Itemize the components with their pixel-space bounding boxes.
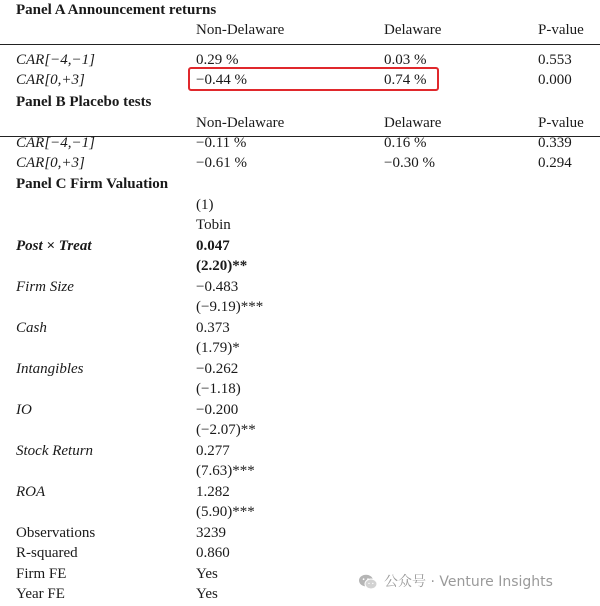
panel-b-header-non-delaware: Non-Delaware (196, 115, 285, 131)
var-tstat: (−1.18) (196, 381, 241, 397)
cell-delaware: 0.74 % (384, 72, 427, 88)
wechat-icon (358, 573, 378, 591)
panel-b-header-p-value: P-value (538, 115, 584, 131)
panel-c-title: Panel C Firm Valuation (16, 176, 169, 192)
var-coef: 0.277 (196, 443, 230, 459)
table-row (0, 502, 600, 522)
var-coef: 1.282 (196, 484, 230, 500)
table-row (0, 523, 600, 543)
var-label: IO (16, 402, 32, 418)
panel-a-header-delaware: Delaware (384, 22, 442, 38)
var-tstat: (−9.19)*** (196, 299, 264, 315)
cell-non-delaware: −0.11 % (196, 135, 247, 151)
panel-c-title-row (0, 174, 600, 194)
var-tstat: (−2.07)** (196, 422, 256, 438)
panel-a-rule (0, 44, 600, 45)
var-label: ROA (16, 484, 46, 500)
cell-p-value: 0.294 (538, 155, 572, 171)
panel-c-col-name-row (0, 215, 600, 235)
var-tstat: (7.63)*** (196, 463, 255, 479)
cell-non-delaware: −0.61 % (196, 155, 247, 171)
panel-c-col-name: Tobin (196, 217, 231, 233)
table-row (0, 338, 600, 358)
row-label: CAR[−4,−1] (16, 52, 95, 68)
table-row (0, 297, 600, 317)
var-label: Cash (16, 320, 47, 336)
var-label: Stock Return (16, 443, 94, 459)
stat-value: 0.860 (196, 545, 230, 561)
table-row (0, 420, 600, 440)
table-row (0, 236, 600, 256)
cell-non-delaware: −0.44 % (196, 72, 247, 88)
stat-value: 3239 (196, 525, 226, 541)
table-row (0, 543, 600, 563)
var-tstat: (2.20)** (196, 258, 248, 274)
panel-a-header-p-value: P-value (538, 22, 584, 38)
var-coef: −0.200 (196, 402, 239, 418)
table-row (0, 277, 600, 297)
row-label: CAR[0,+3] (16, 72, 85, 88)
cell-non-delaware: 0.29 % (196, 52, 239, 68)
var-coef: 0.047 (196, 238, 230, 254)
cell-p-value: 0.339 (538, 135, 572, 151)
stat-label: Year FE (16, 586, 65, 602)
highlight-box (188, 67, 439, 91)
table-row (0, 153, 600, 173)
table-row (0, 359, 600, 379)
var-label: Post × Treat (16, 238, 92, 254)
var-coef: −0.483 (196, 279, 239, 295)
panel-b-header-delaware: Delaware (384, 115, 442, 131)
watermark-text: 公众号 · Venture Insights (384, 574, 553, 590)
var-coef: 0.373 (196, 320, 230, 336)
cell-delaware: −0.30 % (384, 155, 435, 171)
var-coef: −0.262 (196, 361, 239, 377)
cell-p-value: 0.000 (538, 72, 572, 88)
stat-label: R-squared (16, 545, 78, 561)
panel-a-title-row (0, 0, 600, 20)
table-row (0, 379, 600, 399)
table-row (0, 256, 600, 276)
table-row (0, 400, 600, 420)
stat-value: Yes (196, 586, 218, 602)
cell-delaware: 0.16 % (384, 135, 427, 151)
panel-a-title: Panel A Announcement returns (16, 2, 217, 18)
row-label: CAR[0,+3] (16, 155, 85, 171)
cell-delaware: 0.03 % (384, 52, 427, 68)
stat-label: Firm FE (16, 566, 67, 582)
table-row (0, 318, 600, 338)
panel-b-header-row (0, 113, 600, 133)
table-row (0, 441, 600, 461)
panel-b-title: Panel B Placebo tests (16, 94, 152, 110)
var-tstat: (5.90)*** (196, 504, 255, 520)
stat-label: Observations (16, 525, 96, 541)
row-label: CAR[−4,−1] (16, 135, 95, 151)
watermark (358, 572, 553, 592)
var-label: Firm Size (16, 279, 74, 295)
table-row (0, 133, 600, 153)
panel-c-col-number: (1) (196, 197, 214, 213)
panel-c-col-number-row (0, 195, 600, 215)
var-tstat: (1.79)* (196, 340, 240, 356)
table-row (0, 482, 600, 502)
cell-p-value: 0.553 (538, 52, 572, 68)
table-row (0, 461, 600, 481)
panel-b-title-row (0, 92, 600, 112)
stat-value: Yes (196, 566, 218, 582)
panel-a-header-row (0, 20, 600, 40)
panel-a-header-non-delaware: Non-Delaware (196, 22, 285, 38)
var-label: Intangibles (16, 361, 84, 377)
